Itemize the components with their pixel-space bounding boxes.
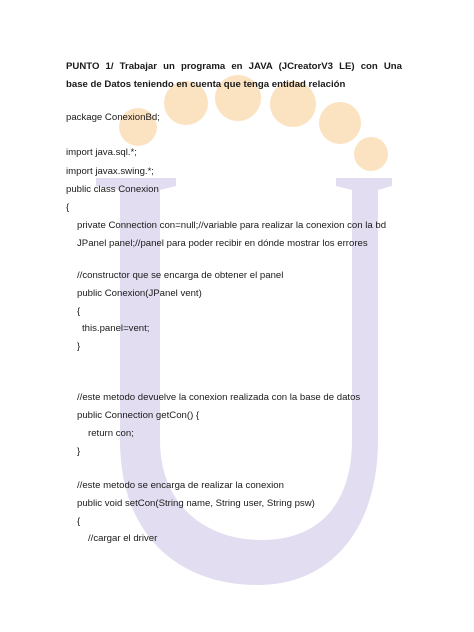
code-line: //cargar el driver [88, 533, 158, 544]
code-line: //este metodo se encarga de realizar la conexion [77, 480, 284, 491]
code-line: private Connection con=null;//variable para realizar la conexion con la bd [77, 220, 387, 231]
code-line: import java.sql.*; [66, 147, 137, 158]
code-line: } [77, 446, 81, 457]
code-line: JPanel panel;//panel para poder recibir en dónde mostrar los errores [77, 238, 368, 249]
code-line: package ConexionBd; [66, 112, 160, 123]
code-line: import javax.swing.*; [66, 166, 154, 177]
code-line: public Connection getCon() { [77, 410, 200, 421]
code-line: } [77, 341, 81, 352]
code-line: public class Conexion [66, 184, 159, 195]
heading-line-2: base de Datos teniendo en cuenta que tenga entidad relación [66, 79, 346, 90]
heading-line-1: PUNTO 1/ Trabajar un programa en JAVA (JCreatorV3 LE) con Una [66, 61, 402, 72]
code-line: //constructor que se encarga de obtener el panel [77, 270, 284, 281]
code-line: public Conexion(JPanel vent) [77, 288, 202, 299]
code-line: public void setCon(String name, String user, String psw) [77, 498, 315, 509]
code-line: { [77, 516, 81, 527]
code-line: { [77, 306, 81, 317]
code-line: return con; [88, 428, 134, 439]
code-line: this.panel=vent; [82, 323, 150, 334]
code-line: //este metodo devuelve la conexion realizada con la base de datos [77, 392, 361, 403]
code-line: { [66, 202, 70, 213]
